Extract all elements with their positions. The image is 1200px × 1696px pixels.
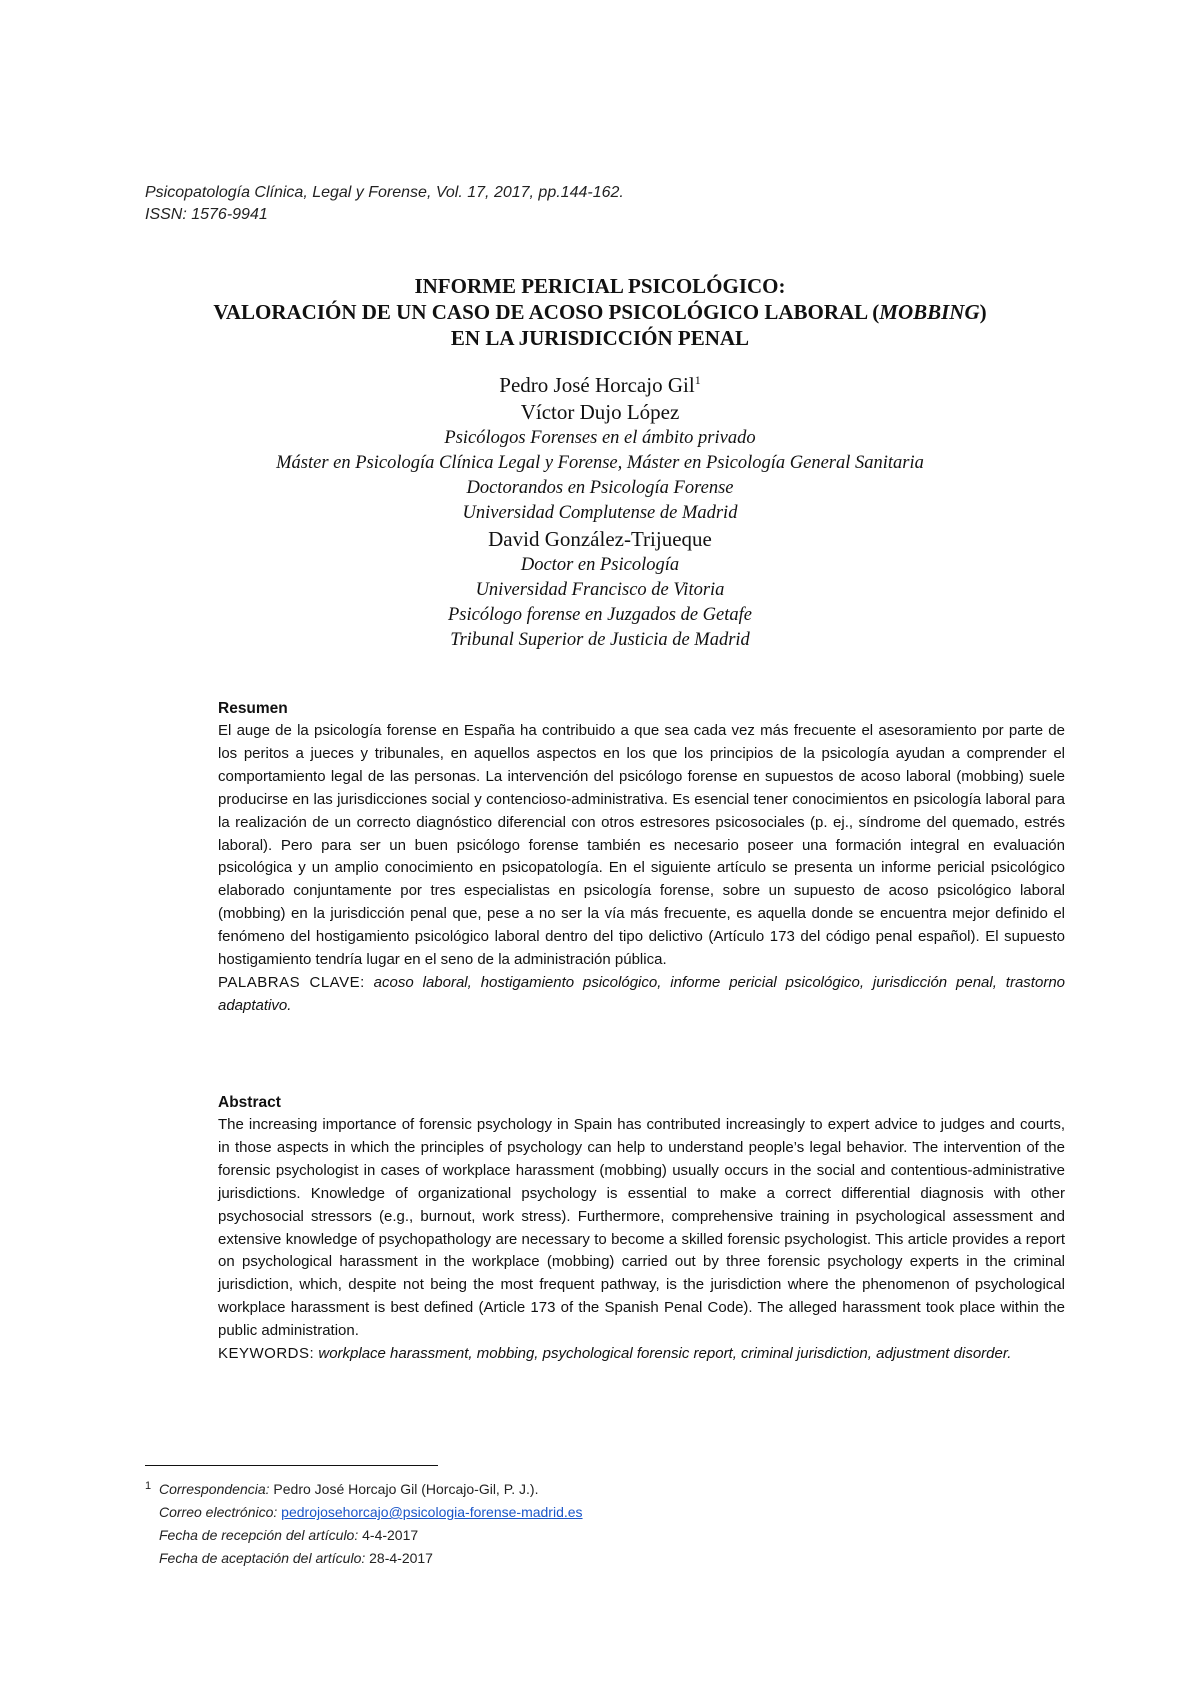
footnote-received [145, 1524, 583, 1547]
affiliation-line: Doctor en Psicología [520, 555, 680, 575]
abstract-keywords-label: KEYWORDS: [218, 1345, 315, 1363]
resumen-body: El auge de la psicología forense en España ha contribuido a que sea cada vez más frecuente el asesoramiento por parte de los peritos a jueces y tribunales, en aquellos aspectos en los que los principios de la psicología ayudan a comprender el comportamiento legal de las personas. La intervención del psicólogo forense en supuestos de acoso laboral (mobbing) suele producirse en las jurisdicciones social y contencioso-administrativa. Es esencial tener conocimientos en psicología laboral para la realización de un correcto diagnóstico diferencial con otros estresores psicosociales (p. ej., síndrome del quemado, estrés laboral). Pero para ser un buen psicólogo forense también es necesario poseer una formación integral en evaluación psicológica y un amplio conocimiento en psicopatología. En el siguiente artículo se presenta un informe pericial psicológico elaborado conjuntamente por tres especialistas en psicología forense, sobre un supuesto de acoso psicológico laboral (mobbing) en la jurisdicción penal que, pese a no ser la vía más frecuente, es aquella donde se encuentra mejor definido el fenómeno del hostigamiento psicológico laboral dentro del tipo delictivo (Artículo 173 del código penal español). El supuesto hostigamiento tendría lugar en el seno de la administración pública. [218, 722, 1065, 969]
footnote-correspondence [145, 1478, 583, 1501]
accepted-value: 28-4-2017 [369, 1550, 433, 1566]
author-name-2: Víctor Dujo López [520, 400, 680, 424]
author-name-3: David González-Trijueque [488, 527, 712, 551]
journal-header [145, 182, 624, 226]
affiliation-line: Psicólogos Forenses en el ámbito privado [444, 428, 756, 448]
resumen-keywords [218, 972, 1065, 1018]
title-line-1: INFORME PERICIAL PSICOLÓGICO: [414, 274, 786, 298]
title-line-2-prefix: VALORACIÓN DE UN CASO DE ACOSO PSICOLÓGICO LABORAL ( [213, 300, 880, 324]
resumen-section [218, 698, 1065, 1018]
affiliation-line: Psicólogo forense en Juzgados de Getafe [448, 605, 752, 625]
footnote-email [145, 1501, 583, 1524]
resumen-keywords-label: PALABRAS CLAVE: [218, 973, 365, 991]
footnote-divider [145, 1465, 438, 1466]
resumen-heading: Resumen [218, 700, 288, 717]
abstract-keywords [218, 1343, 1065, 1366]
journal-issn: ISSN: 1576-9941 [145, 206, 268, 223]
title-line-3: EN LA JURISDICCIÓN PENAL [450, 326, 750, 350]
title-line-2 [100, 299, 1100, 325]
author-1-text: Pedro José Horcajo Gil [499, 373, 695, 397]
article-title [100, 273, 1100, 351]
received-value: 4-4-2017 [362, 1527, 419, 1543]
footnote-block [145, 1478, 583, 1570]
footnote-accepted [145, 1547, 583, 1570]
author-block [100, 372, 1100, 653]
author-name-1 [100, 372, 1100, 399]
footnote-marker: 1 [145, 1480, 152, 1492]
abstract-keywords-terms: workplace harassment, mobbing, psychological forensic report, criminal jurisdiction, adjustment disorder. [318, 1345, 1012, 1363]
accepted-label: Fecha de aceptación del artículo: [159, 1550, 366, 1566]
affiliation-line: Universidad Complutense de Madrid [462, 503, 738, 523]
affiliation-line: Máster en Psicología Clínica Legal y Forense, Máster en Psicología General Sanitaria [276, 453, 924, 473]
resumen-keywords-terms: acoso laboral, hostigamiento psicológico, informe pericial psicológico, jurisdicción penal, trastorno adaptativo. [218, 973, 1066, 1014]
email-label: Correo electrónico: [159, 1504, 278, 1520]
received-label: Fecha de recepción del artículo: [159, 1527, 359, 1543]
abstract-heading: Abstract [218, 1094, 281, 1111]
email-link[interactable]: pedrojosehorcajo@psicologia-forense-madrid.es [281, 1504, 583, 1520]
journal-citation: Psicopatología Clínica, Legal y Forense, Vol. 17, 2017, pp.144-162. [145, 184, 624, 201]
correspondence-label: Correspondencia: [159, 1481, 270, 1497]
title-line-2-italic: MOBBING [879, 300, 980, 324]
correspondence-value: Pedro José Horcajo Gil (Horcajo-Gil, P. J.). [273, 1481, 539, 1497]
title-line-2-suffix: ) [979, 300, 987, 324]
affiliation-line: Universidad Francisco de Vitoria [475, 580, 725, 600]
affiliation-line: Doctorandos en Psicología Forense [466, 478, 734, 498]
abstract-body: The increasing importance of forensic psychology in Spain has contributed increasingly to expert advice to judges and courts, in those aspects in which the principles of psychology can help to understand people’s legal behavior. The intervention of the forensic psychologist in cases of workplace harassment (mobbing) usually occurs in the social and contentious-administrative jurisdictions. Knowledge of organizational psychology is essential to make a correct differential diagnosis with other psychosocial stressors (e.g., burnout, work stress). Furthermore, comprehensive training in psychological assessment and extensive knowledge of psychopathology are necessary to become a skilled forensic psychologist. This article provides a report on psychological harassment in the workplace (mobbing) carried out by three forensic psychology experts in the criminal jurisdiction, which, despite not being the most frequent pathway, is the jurisdiction where the phenomenon of psychological workplace harassment is best defined (Article 173 of the Spanish Penal Code). The alleged harassment took place within the public administration. [218, 1116, 1065, 1340]
affiliation-line: Tribunal Superior de Justicia de Madrid [450, 630, 750, 650]
author-1-footnote-marker: 1 [694, 373, 701, 387]
abstract-section [218, 1092, 1065, 1366]
